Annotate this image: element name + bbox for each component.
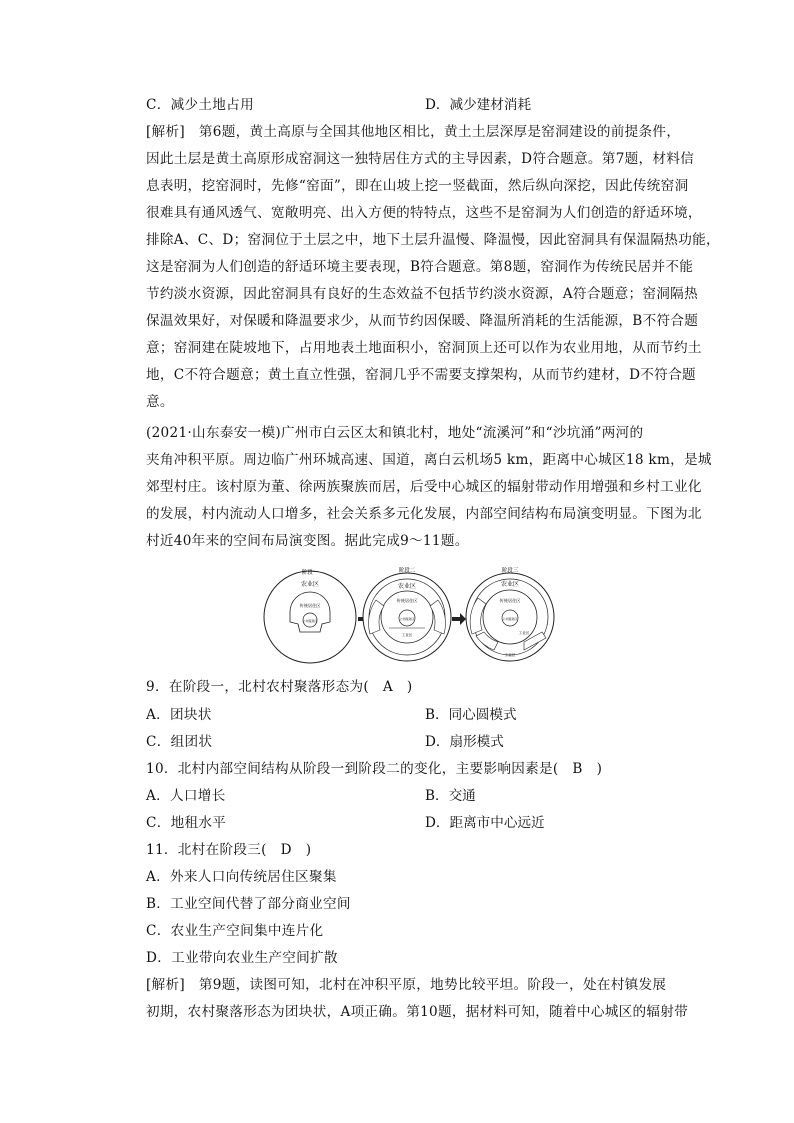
material-line: 的发展，村内流动人口增多，社会关系多元化发展，内部空间结构布局演变明显。下图为北 [146,506,702,522]
stage-two-label: 阶段二 [398,568,416,574]
analysis-line: 意；窑洞建在陡坡地下，占用地表土地面积小，窑洞顶上还可以作为农业用地，从而节约土 [146,340,702,356]
material-line: 村近40年来的空间布局演变图。据此完成9～11题。 [146,533,469,549]
analysis-line: 初期，农村聚落形态为团块状，A项正确。第10题，据材料可知，随着中心城区的辐射带 [146,1004,689,1020]
industrial-label: 工业区 [504,653,516,657]
analysis-line: 很难具有通风透气、宽敞明亮、出入方便的特特点，这些不是窑洞为人们创造的舒适环境， [146,205,702,221]
residential-label: 传统居住区 [396,598,418,603]
option-a: A．人口增长 [146,788,226,804]
commercial-label: 公共服务区 [302,619,318,623]
material-line: 郊型村庄。该村原为董、徐两族聚族而居，后受中心城区的辐射带动作用增强和乡村工业化 [146,479,702,495]
stage-three-label: 阶段三 [501,568,519,574]
option-c: C．农业生产空间集中连片化 [146,923,324,939]
industrial-label: 工业区 [518,631,530,635]
option-c: C．减少土地占用 [146,97,254,113]
option-a: A．团块状 [146,707,212,723]
farm-label: 农业区 [397,583,417,590]
farm-label: 农业区 [300,581,320,588]
commercial-label: 公共服务区 [502,617,518,621]
analysis-line: 地，C不符合题意；黄土直立性强，窑洞几乎不需要支撑架构，从而节约建材，D不符合题 [146,367,696,383]
stage-one-label: 阶段一 [301,570,319,576]
stage-three-diagram [466,566,554,661]
option-b: B．交通 [425,788,476,804]
analysis-line: 保温效果好，对保暖和降温要求少，从而节约因保暖、降温所消耗的生活能源，B不符合题 [146,313,699,329]
stage-two-diagram [363,566,451,661]
question-stem: 9．在阶段一，北村农村聚落形态为( A ) [146,679,413,695]
question-stem: 10．北村内部空间结构从阶段一到阶段二的变化，主要影响因素是( B ) [146,761,603,777]
option-d: D．扇形模式 [425,734,504,750]
option-d: D．距离市中心远近 [425,815,545,831]
commercial-label: 公共服务区 [399,617,415,621]
analysis-line: 意。 [146,394,174,410]
question-stem: 11．北村在阶段三( D ) [146,842,312,858]
option-b: B．同心圆模式 [425,707,517,723]
analysis-line: 排除A、C、D；窑洞位于土层之中，地下土层升温慢、降温慢，因此窑洞具有保温隔热功能， [146,232,720,248]
industrial-label: 工业区 [401,633,413,637]
material-line: (2021·山东泰安一模)广州市白云区太和镇北村，地处“流溪河”和“沙坑涌”两河的 [146,425,644,441]
analysis-line: 因此土层是黄土高原形成窑洞这一独特居住方式的主导因素，D符合题意。第7题，材料信 [146,151,695,167]
spatial-layout-diagram [262,562,562,666]
option-c: C．地租水平 [146,815,227,831]
arrow-icon [452,613,466,625]
option-c: C．组团状 [146,734,213,750]
option-d: D．减少建材消耗 [425,97,532,113]
material-line: 夹角冲积平原。周边临广州环城高速、国道，离白云机场5 km，距离中心城区18 km，是城 [146,452,712,468]
farm-label: 农业区 [500,581,520,588]
analysis-line: 这是窑洞为人们创造的舒适环境主要表现，B符合题意。第8题，窑洞作为传统民居并不能 [146,259,694,275]
analysis-line: [解析] 第6题，黄土高原与全国其他地区相比，黄土土层深厚是窑洞建设的前提条件， [146,124,681,140]
residential-label: 传统居住区 [499,598,521,603]
option-d: D．工业带向农业生产空间扩散 [146,950,338,966]
analysis-line: 节约淡水资源，因此窑洞具有良好的生态效益不包括节约淡水资源，A符合题意；窑洞隔热 [146,286,698,302]
residential-label: 传统居住区 [299,603,321,608]
analysis-line: [解析] 第9题，读图可知，北村在冲积平原，地势比较平坦。阶段一，处在村镇发展 [146,977,667,993]
stage-one-diagram [264,568,356,663]
option-b: B．工业空间代替了部分商业空间 [146,896,351,912]
option-a: A．外来人口向传统居住区聚集 [146,869,337,885]
analysis-line: 息表明，挖窑洞时，先修“窑面”，即在山坡上挖一竖截面，然后纵向深挖，因此传统窑洞 [146,178,689,194]
